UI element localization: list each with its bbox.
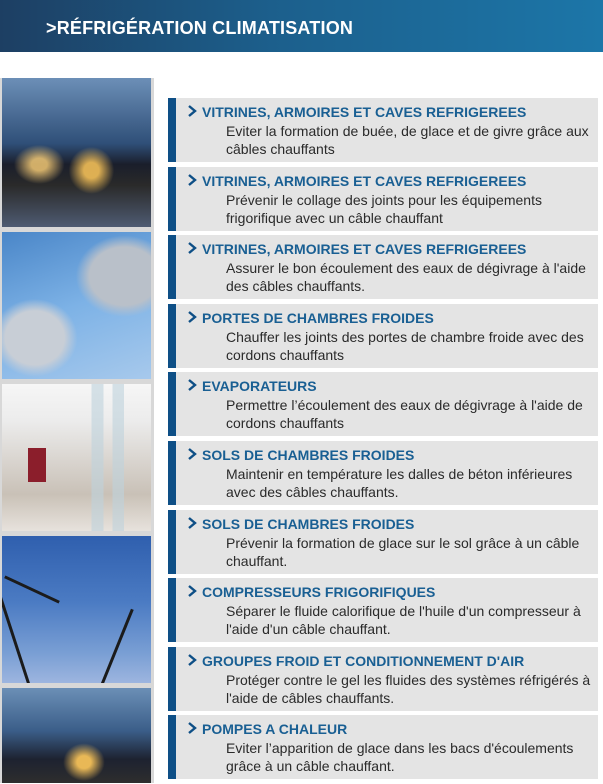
- item-title[interactable]: POMPES A CHALEUR: [202, 721, 348, 738]
- list-item[interactable]: [168, 372, 598, 436]
- list-item[interactable]: [168, 98, 598, 162]
- list-item[interactable]: [168, 578, 598, 642]
- item-description: Eviter l’apparition de glace dans les bacs d'écoulements grâce à un câble chauffant.: [226, 740, 574, 775]
- list-item[interactable]: [168, 304, 598, 368]
- applications-panel: [154, 78, 603, 783]
- item-description: Séparer le fluide calorifique de l'huile d'un compresseur à l'aide d'un câble chauffant.: [226, 603, 581, 638]
- chevron-right-icon: [186, 378, 198, 392]
- supermarket-fridge-aisle-photo: [2, 384, 151, 531]
- item-description: Eviter la formation de buée, de glace et de givre grâce aux câbles chauffants: [226, 123, 589, 157]
- item-accent-bar: [168, 578, 176, 642]
- item-description: Permettre l’écoulement des eaux de dégivrage à l'aide de cordons chauffants: [226, 397, 583, 432]
- chevron-right-icon: [186, 104, 198, 118]
- item-accent-bar: [168, 647, 176, 711]
- item-accent-bar: [168, 441, 176, 505]
- chevron-right-icon: [186, 241, 198, 255]
- item-title[interactable]: GROUPES FROID ET CONDITIONNEMENT D'AIR: [202, 652, 525, 669]
- applications-list: [168, 98, 598, 784]
- storage-silos-photo: [2, 232, 151, 379]
- item-accent-bar: [168, 510, 176, 574]
- construction-cranes-photo: [2, 536, 151, 683]
- chevron-right-icon: [186, 653, 198, 667]
- chevron-right-icon: [186, 584, 198, 598]
- chevron-right-icon: [186, 516, 198, 530]
- item-title[interactable]: VITRINES, ARMOIRES ET CAVES REFRIGEREES: [202, 241, 527, 258]
- item-title[interactable]: VITRINES, ARMOIRES ET CAVES REFRIGEREES: [202, 104, 527, 120]
- item-title[interactable]: PORTES DE CHAMBRES FROIDES: [202, 309, 434, 326]
- chevron-right-icon: [186, 447, 198, 461]
- item-title[interactable]: SOLS DE CHAMBRES FROIDES: [202, 446, 415, 463]
- item-accent-bar: [168, 235, 176, 299]
- item-description: Prévenir le collage des joints pour les équipements frigorifique avec un câble chauffant: [226, 191, 542, 226]
- list-item[interactable]: [168, 510, 598, 574]
- page-title: >RÉFRIGÉRATION CLIMATISATION: [46, 18, 354, 38]
- item-title[interactable]: EVAPORATEURS: [202, 378, 317, 395]
- chevron-right-icon: [186, 310, 198, 324]
- list-item[interactable]: [168, 647, 598, 711]
- item-accent-bar: [168, 304, 176, 368]
- chevron-right-icon: [186, 173, 198, 187]
- item-description: Chauffer les joints des portes de chambre froide avec des cordons chauffants: [226, 328, 584, 363]
- item-description: Protéger contre le gel les fluides des systèmes réfrigérés à l'aide de câbles chauffants.: [226, 671, 591, 706]
- industrial-plant-night-photo-2: [2, 688, 151, 783]
- list-item[interactable]: [168, 167, 598, 231]
- item-title[interactable]: COMPRESSEURS FRIGORIFIQUES: [202, 584, 436, 601]
- item-accent-bar: [168, 167, 176, 231]
- chevron-right-icon: [186, 721, 198, 735]
- list-item[interactable]: [168, 235, 598, 299]
- item-description: Assurer le bon écoulement des eaux de dégivrage à l'aide des câbles chauffants.: [226, 260, 586, 295]
- item-description: Maintenir en température les dalles de béton inférieures avec des câbles chauffants.: [226, 465, 573, 500]
- item-accent-bar: [168, 372, 176, 436]
- item-description: Prévenir la formation de glace sur le sol grâce à un câble chauffant.: [226, 534, 580, 569]
- list-item[interactable]: [168, 715, 598, 779]
- industrial-plant-night-photo: [2, 78, 151, 227]
- item-accent-bar: [168, 98, 176, 162]
- page-header: [0, 0, 603, 52]
- list-item[interactable]: [168, 441, 598, 505]
- photo-column: [0, 78, 154, 783]
- item-title[interactable]: SOLS DE CHAMBRES FROIDES: [202, 515, 415, 532]
- item-title[interactable]: VITRINES, ARMOIRES ET CAVES REFRIGEREES: [202, 172, 527, 189]
- item-accent-bar: [168, 715, 176, 779]
